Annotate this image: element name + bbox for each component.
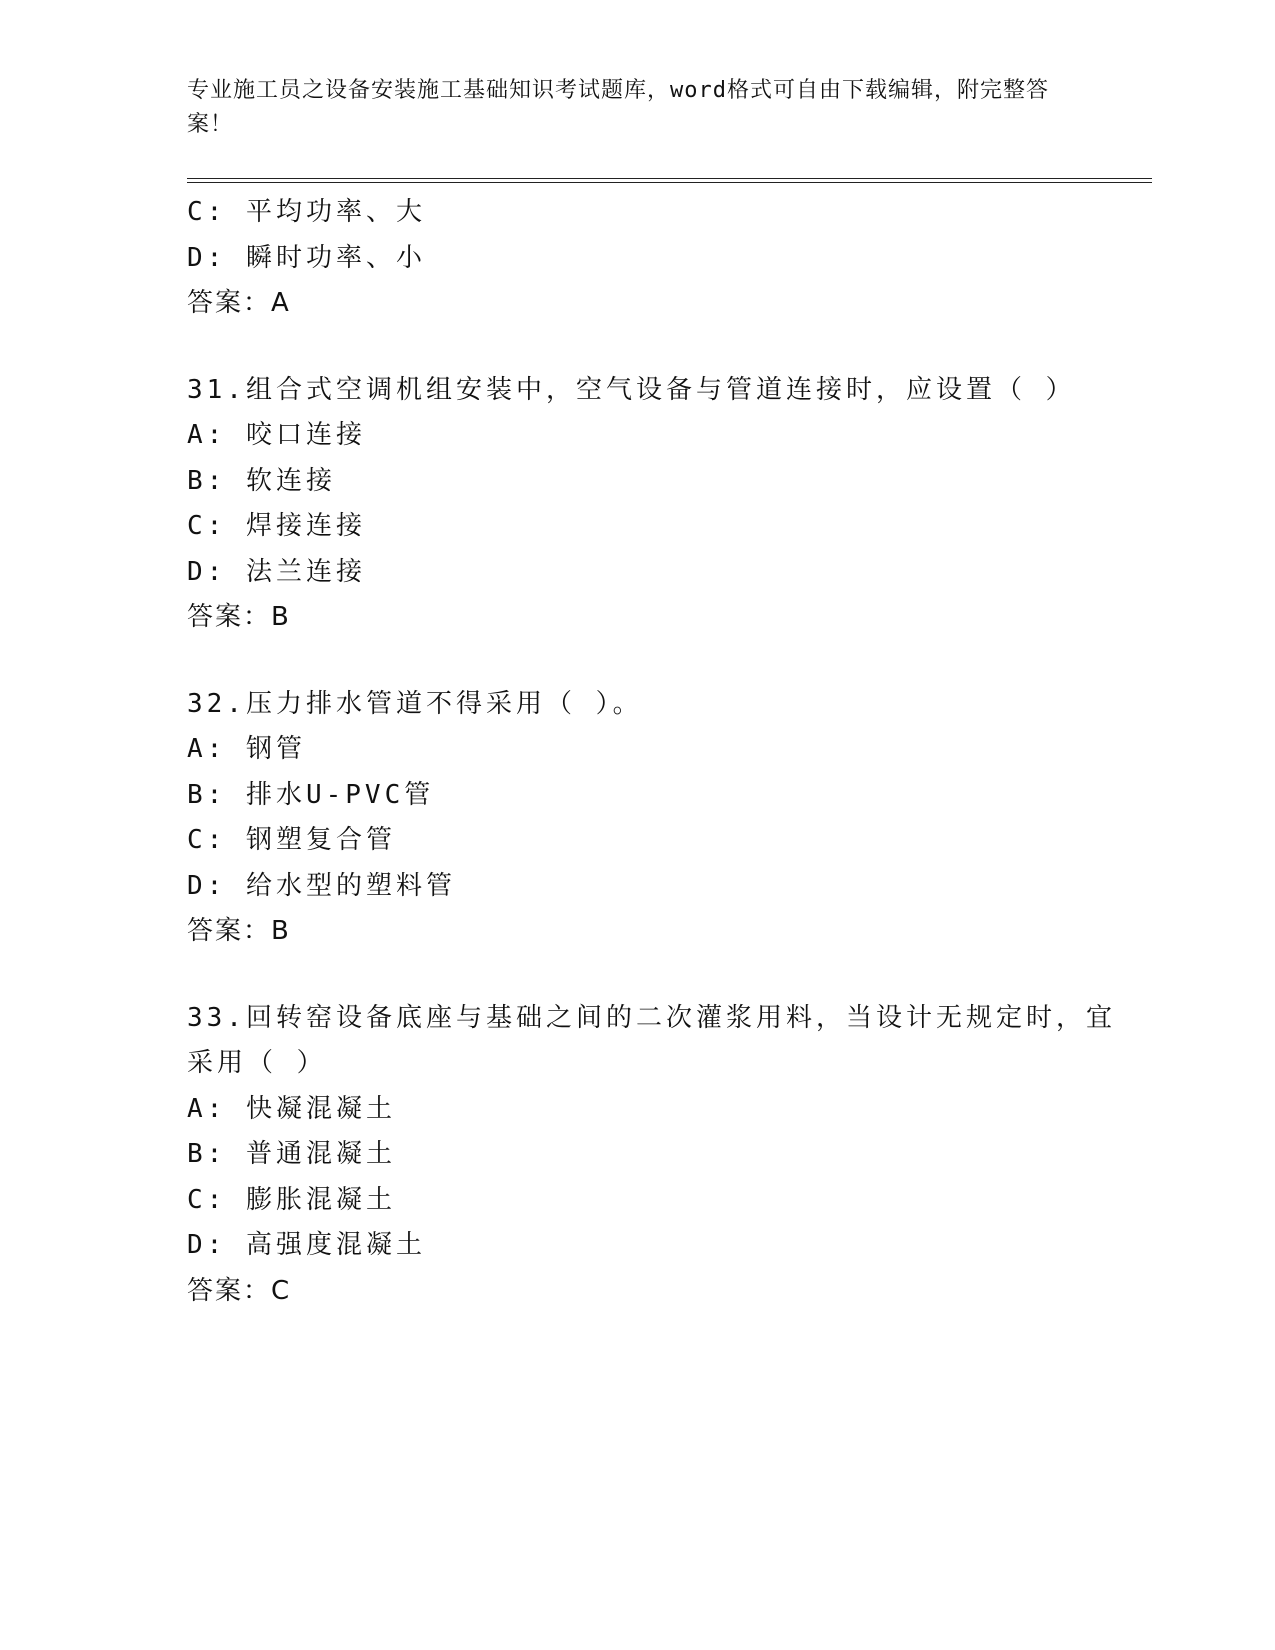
option-label: D: bbox=[187, 556, 227, 587]
option-label: D: bbox=[187, 242, 227, 273]
question-list bbox=[187, 190, 1116, 1314]
option-b bbox=[187, 773, 1087, 819]
option-text: 咬口连接 bbox=[245, 420, 366, 450]
answer-line: 答案：B bbox=[187, 602, 291, 632]
document-header: 专业施工员之设备安装施工基础知识考试题库，word格式可自由下载编辑，附完整答案！ bbox=[187, 78, 1049, 137]
option-text: 普通混凝土 bbox=[245, 1139, 396, 1169]
option-text: 平均功率、大 bbox=[245, 197, 426, 227]
question-block-31 bbox=[187, 368, 1087, 641]
option-a bbox=[187, 727, 1087, 773]
option-c bbox=[187, 504, 1087, 550]
option-text: 焊接连接 bbox=[245, 511, 366, 541]
option-text: 高强度混凝土 bbox=[245, 1230, 426, 1260]
option-label: C: bbox=[187, 825, 227, 855]
spacer bbox=[187, 955, 1087, 996]
option-label: B: bbox=[187, 779, 227, 810]
option-d bbox=[187, 864, 1087, 910]
option-a bbox=[187, 1087, 1087, 1133]
spacer bbox=[187, 327, 1087, 368]
header-divider bbox=[187, 178, 1152, 183]
question-stem: 33.回转窑设备底座与基础之间的二次灌浆用料，当设计无规定时，宜 bbox=[187, 1002, 1116, 1033]
question-stem: 32.压力排水管道不得采用（ ）。 bbox=[187, 688, 643, 719]
option-label: A: bbox=[187, 420, 227, 450]
question-block-33 bbox=[187, 996, 1116, 1315]
option-label: A: bbox=[187, 1093, 227, 1124]
answer-line: 答案：B bbox=[187, 916, 291, 946]
option-label: B: bbox=[187, 1139, 227, 1169]
option-d bbox=[187, 1223, 1087, 1269]
option-text: 膨胀混凝土 bbox=[245, 1184, 396, 1215]
option-text: 法兰连接 bbox=[245, 556, 366, 587]
answer-line: 答案：A bbox=[187, 288, 291, 318]
option-label: C: bbox=[187, 1184, 227, 1215]
question-block-30 bbox=[187, 190, 1087, 327]
question-stem-continued: 采用（ ） bbox=[187, 1048, 327, 1078]
option-label: C: bbox=[187, 197, 227, 227]
option-text: 钢管 bbox=[245, 734, 306, 764]
option-text: 软连接 bbox=[245, 465, 336, 496]
option-text: 排水U-PVC管 bbox=[245, 779, 435, 810]
option-d bbox=[187, 236, 1087, 282]
option-text: 瞬时功率、小 bbox=[245, 242, 426, 273]
option-label: C: bbox=[187, 511, 227, 541]
option-label: D: bbox=[187, 870, 227, 901]
option-c bbox=[187, 818, 1087, 864]
option-label: B: bbox=[187, 465, 227, 496]
option-c bbox=[187, 1178, 1087, 1224]
option-label: A: bbox=[187, 734, 227, 764]
option-c bbox=[187, 190, 1087, 236]
option-b bbox=[187, 459, 1087, 505]
question-stem: 31.组合式空调机组安装中，空气设备与管道连接时，应设置（ ） bbox=[187, 374, 1076, 405]
question-block-32 bbox=[187, 682, 1087, 955]
option-d bbox=[187, 550, 1087, 596]
option-text: 快凝混凝土 bbox=[245, 1093, 396, 1124]
option-a bbox=[187, 413, 1087, 459]
spacer bbox=[187, 641, 1087, 682]
option-text: 给水型的塑料管 bbox=[245, 870, 456, 901]
option-label: D: bbox=[187, 1230, 227, 1260]
answer-line: 答案：C bbox=[187, 1275, 292, 1306]
option-b bbox=[187, 1132, 1087, 1178]
option-text: 钢塑复合管 bbox=[245, 825, 396, 855]
